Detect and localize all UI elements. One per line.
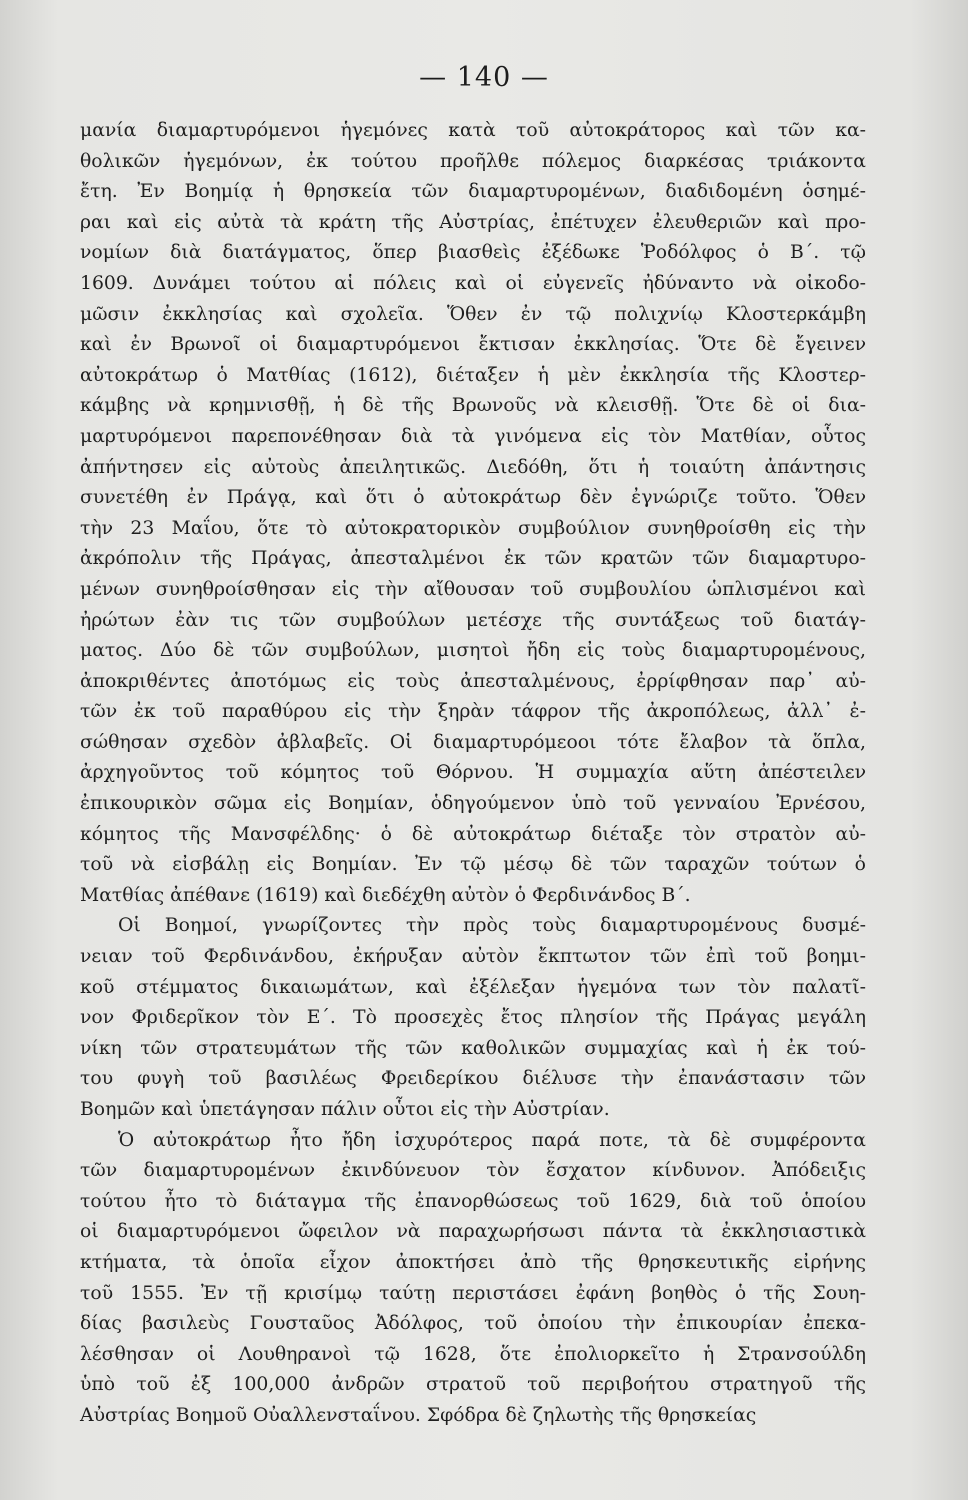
text-line: νομίων διὰ διατάγματος, ὅπερ βιασθεὶς ἐξέδωκε Ῥοδόλφος ὁ Β΄. τῷ (80, 242, 866, 264)
text-line: τὴν 23 Μαΐου, ὅτε τὸ αὐτοκρατορικὸν συμβούλιον συνηθροίσθη εἰς τὴν (80, 517, 866, 539)
text-line: τοῦ 1555. Ἐν τῇ κρισίμῳ ταύτῃ περιστάσει ἐφάνη βοηθὸς ὁ τῆς Σουη- (80, 1282, 866, 1304)
text-line: καὶ ἐν Βρωνοῖ οἱ διαμαρτυρόμενοι ἔκτισαν ἐκκλησίας. Ὅτε δὲ ἔγεινεν (80, 334, 866, 356)
text-line: κοῦ στέμματος δικαιωμάτων, καὶ ἐξέλεξαν ἡγεμόνα των τὸν παλατῖ- (80, 976, 866, 998)
text-line: μανία διαμαρτυρόμενοι ἡγεμόνες κατὰ τοῦ αὐτοκράτορος καὶ τῶν κα- (80, 120, 866, 141)
text-line: αὐτοκράτωρ ὁ Ματθίας (1612), διέταξεν ἡ μὲν ἐκκλησία τῆς Κλοστερ- (80, 364, 866, 386)
text-line: Ὁ αὐτοκράτωρ ἦτο ἤδη ἰσχυρότερος παρά ποτε, τὰ δὲ συμφέροντα (118, 1129, 866, 1151)
text-line: Οἱ Βοημοί, γνωρίζοντες τὴν πρὸς τοὺς διαμαρτυρομένους δυσμέ- (118, 915, 866, 937)
text-line: θολικῶν ἡγεμόνων, ἐκ τούτου προῆλθε πόλεμος διαρκέσας τριάκοντα (80, 150, 866, 172)
text-line: ἀπήντησεν εἰς αὐτοὺς ἀπειλητικῶς. Διεδόθη, ὅτι ἡ τοιαύτη ἀπάντησις (80, 456, 866, 478)
text-line: Βοημῶν καὶ ὑπετάγησαν πάλιν οὗτοι εἰς τὴν Αὐστρίαν. (80, 1099, 610, 1120)
text-line: 1609. Δυνάμει τούτου αἱ πόλεις καὶ οἱ εὐγενεῖς ἠδύναντο νὰ οἰκοδο- (80, 272, 866, 294)
text-line: τῶν ἐκ τοῦ παραθύρου εἰς τὴν ξηρὰν τάφρον τῆς ἀκροπόλεως, ἀλλ᾽ ἐ- (80, 701, 866, 723)
text-line: νον Φριδερῖκον τὸν Ε΄. Τὸ προσεχὲς ἔτος πλησίον τῆς Πράγας μεγάλη (80, 1007, 866, 1029)
text-line: τῶν διαμαρτυρομένων ἐκινδύνευον τὸν ἔσχατον κίνδυνον. Ἀπόδειξις (80, 1160, 866, 1182)
text-line: ἀποκριθέντες ἀποτόμως εἰς τοὺς ἀπεσταλμένους, ἐρρίφθησαν παρ᾽ αὐ- (80, 670, 866, 692)
text-line: κόμητος τῆς Μανσφέλδης· ὁ δὲ αὐτοκράτωρ διέταξε τὸν στρατὸν αὐ- (80, 823, 866, 845)
text-line: ματος. Δύο δὲ τῶν συμβούλων, μισητοὶ ἤδη εἰς τοὺς διαμαρτυρομένους, (80, 640, 866, 662)
text-line: ὑπὸ τοῦ ἐξ 100,000 ἀνδρῶν στρατοῦ τοῦ περιβοήτου στρατηγοῦ τῆς (80, 1374, 866, 1396)
text-line: ἀκρόπολιν τῆς Πράγας, ἀπεσταλμένοι ἐκ τῶν κρατῶν τῶν διαμαρτυρο- (80, 548, 866, 570)
text-line: μαρτυρόμενοι παρεπονέθησαν διὰ τὰ γινόμενα εἰς τὸν Ματθίαν, οὗτος (80, 425, 866, 447)
text-line: ραι καὶ εἰς αὐτὰ τὰ κράτη τῆς Αὐστρίας, ἐπέτυχεν ἐλευθεριῶν καὶ προ- (80, 211, 866, 233)
text-line: του φυγὴ τοῦ βασιλέως Φρειδερίκου διέλυσε τὴν ἐπανάστασιν τῶν (80, 1068, 866, 1090)
body-text (80, 116, 866, 1432)
text-line: Αὐστρίας Βοημοῦ Οὐαλλενσταΐνου. Σφόδρα δὲ ζηλωτὴς τῆς θρησκείας (80, 1404, 757, 1426)
text-line: κτήματα, τὰ ὁποῖα εἶχον ἀποκτήσει ἀπὸ τῆς θρησκευτικῆς εἰρήνης (80, 1251, 866, 1273)
text-line: τούτου ἦτο τὸ διάταγμα τῆς ἐπανορθώσεως τοῦ 1629, διὰ τοῦ ὁποίου (80, 1190, 866, 1212)
text-line: μῶσιν ἐκκλησίας καὶ σχολεῖα. Ὅθεν ἐν τῷ πολιχνίῳ Κλοστερκάμβη (80, 303, 866, 325)
text-line: λέσθησαν οἱ Λουθηρανοὶ τῷ 1628, ὅτε ἐπολιορκεῖτο ἡ Στρανσούλδη (80, 1343, 866, 1365)
paragraph (80, 116, 866, 911)
text-line: ἠρώτων ἐὰν τις τῶν συμβούλων μετέσχε τῆς συντάξεως τοῦ διατάγ- (80, 609, 866, 631)
text-line: νίκη τῶν στρατευμάτων τῆς τῶν καθολικῶν συμμαχίας καὶ ἡ ἐκ τού- (80, 1037, 866, 1059)
text-line: μένων συνηθροίσθησαν εἰς τὴν αἴθουσαν τοῦ συμβουλίου ὡπλισμένοι καὶ (80, 578, 866, 600)
text-line: τοῦ νὰ εἰσβάλῃ εἰς Βοημίαν. Ἐν τῷ μέσῳ δὲ τῶν ταραχῶν τούτων ὁ (80, 854, 866, 876)
text-line: σώθησαν σχεδὸν ἀβλαβεῖς. Οἱ διαμαρτυρόμεοοι τότε ἔλαβον τὰ ὅπλα, (80, 731, 866, 753)
text-line: συνετέθη ἐν Πράγᾳ, καὶ ὅτι ὁ αὐτοκράτωρ δὲν ἐγνώριζε τοῦτο. Ὅθεν (80, 487, 866, 509)
text-line: οἱ διαμαρτυρόμενοι ὤφειλον νὰ παραχωρήσωσι πάντα τὰ ἐκκλησιαστικὰ (80, 1221, 866, 1243)
text-line: ἐπικουρικὸν σῶμα εἰς Βοημίαν, ὁδηγούμενον ὑπὸ τοῦ γενναίου Ἐρνέσου, (80, 793, 866, 815)
page-number: — 140 — (419, 62, 549, 93)
text-line: Ματθίας ἀπέθανε (1619) καὶ διεδέχθη αὐτὸν ὁ Φερδινάνδος Β΄. (80, 884, 691, 906)
text-line: νειαν τοῦ Φερδινάνδου, ἐκήρυξαν αὐτὸν ἔκπτωτον τῶν ἐπὶ τοῦ βοημι- (80, 946, 866, 968)
text-line: ἔτη. Ἐν Βοημίᾳ ἡ θρησκεία τῶν διαμαρτυρομένων, διαδιδομένη ὁσημέ- (80, 181, 866, 203)
text-line: δίας βασιλεὺς Γουσταῦος Ἀδόλφος, τοῦ ὁποίου τὴν ἐπικουρίαν ἐπεκα- (80, 1313, 866, 1335)
text-line: ἀρχηγοῦντος τοῦ κόμητος τοῦ Θόρνου. Ἡ συμμαχία αὕτη ἀπέστειλεν (80, 762, 866, 784)
text-line: κάμβης νὰ κρημνισθῇ, ἡ δὲ τῆς Βρωνοῦς νὰ κλεισθῇ. Ὅτε δὲ οἱ δια- (80, 395, 866, 417)
paragraph (80, 911, 866, 1125)
paragraph (80, 1126, 866, 1432)
